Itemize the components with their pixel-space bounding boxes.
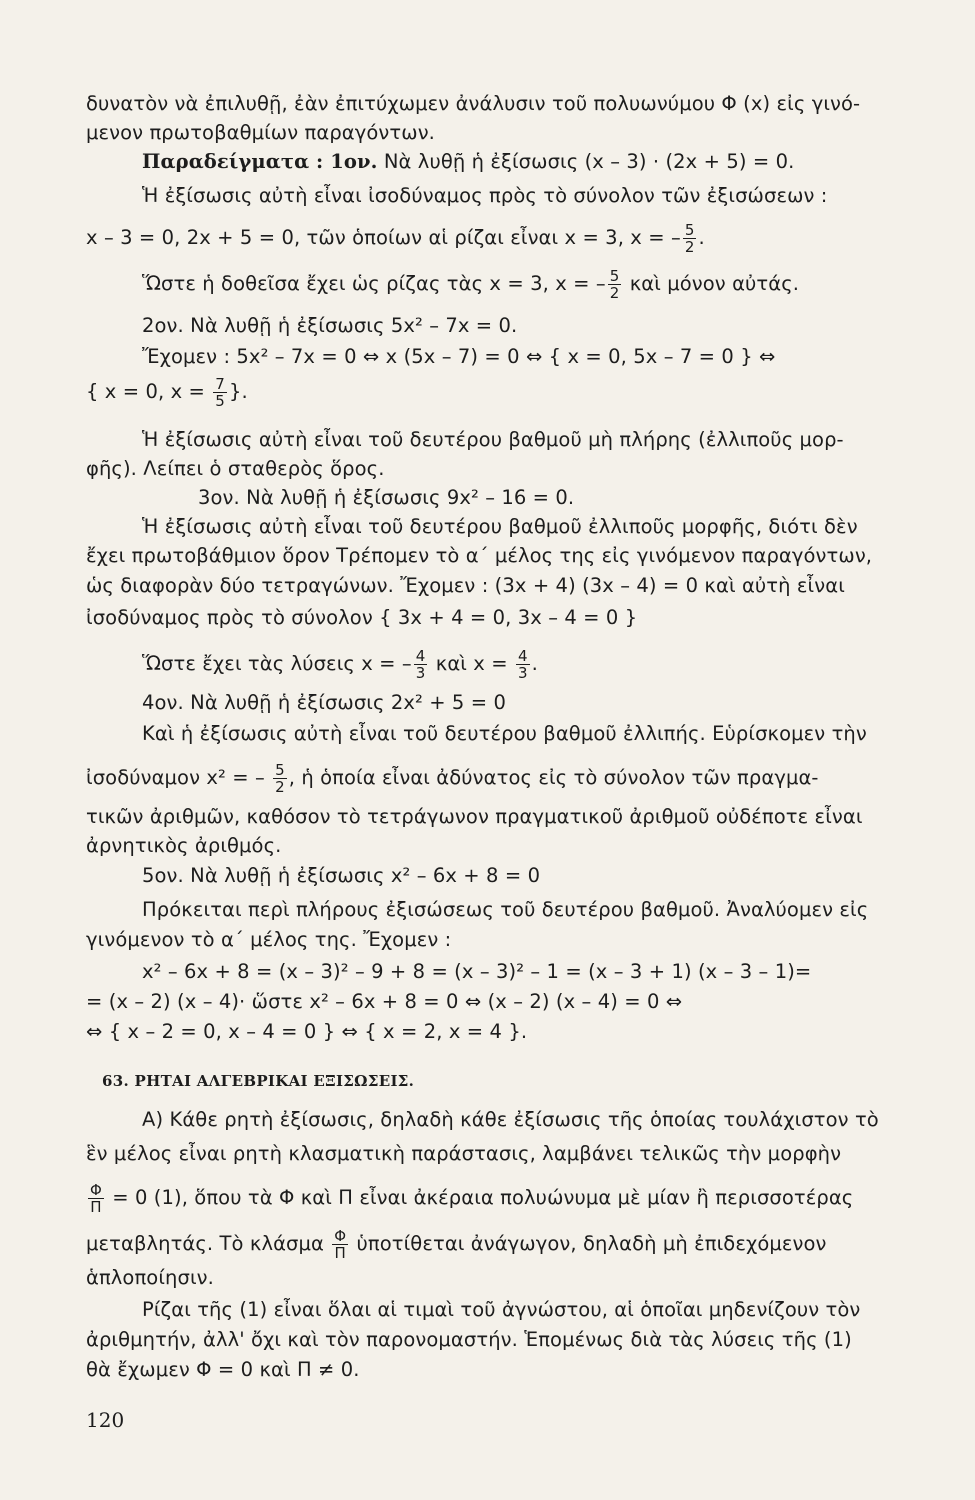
- text-line: 4ον. Νὰ λυθῇ ἡ ἐξίσωσις 2x² + 5 = 0: [142, 691, 506, 714]
- equation-line: Ἔχομεν : 5x² – 7x = 0 ⇔ x (5x – 7) = 0 ⇔ { x = 0, 5x – 7 = 0 } ⇔: [142, 345, 776, 368]
- equation-line: x² – 6x + 8 = (x – 3)² – 9 + 8 = (x – 3)² – 1 = (x – 3 + 1) (x – 3 – 1)=: [142, 960, 812, 983]
- equation-line: Ὥστε ἔχει τὰς λύσεις x = – $\frac{4}{3}$ καὶ x = $\frac{4}{3}$ .: [142, 647, 538, 682]
- equation-line: [86, 376, 248, 409]
- text-line: 5ον. Νὰ λυθῇ ἡ ἐξίσωσις x² – 6x + 8 = 0: [142, 864, 541, 887]
- fraction: $\frac{5}{2}$: [684, 221, 695, 256]
- text-line: Ρίζαι τῆς (1) εἶναι ὅλαι αἱ τιμαὶ τοῦ ἀγνώστου, αἱ ὁποῖαι μηδενίζουν τὸν: [142, 1298, 861, 1321]
- text-segment: x – 3 = 0, 2x + 5 = 0, τῶν ὁποίων αἱ ρίζαι εἶναι x = 3, x = –: [86, 226, 681, 249]
- fraction: $\frac{5}{2}$: [275, 761, 285, 796]
- text-segment: ὑποτίθεται ἀνάγωγον, δηλαδὴ μὴ ἐπιδεχόμενον: [356, 1232, 827, 1255]
- fraction: $\frac{4}{3}$: [517, 647, 528, 682]
- text-line: Ἡ ἐξίσωσις αὐτὴ εἶναι τοῦ δευτέρου βαθμοῦ ἐλλιποῦς μορφῆς, διότι δὲν: [142, 515, 858, 538]
- fraction: $\frac{\Phi}{\Pi}$: [334, 1227, 347, 1262]
- example-row: [142, 150, 794, 174]
- text-line: ἀριθμητήν, ἀλλ' ὄχι καὶ τὸν παρονομαστήν. Ἑπομένως διὰ τὰς λύσεις τῆς (1): [86, 1328, 852, 1351]
- text-segment: = 0 (1), ὅπου τὰ Φ καὶ Π εἶναι ἀκέραια πολυώνυμα μὲ μίαν ἢ περισσοτέρας: [112, 1186, 854, 1209]
- equation-line: = (x – 2) (x – 4)· ὥστε x² – 6x + 8 = 0 ⇔ (x – 2) (x – 4) = 0 ⇔: [86, 990, 683, 1013]
- fraction: $\frac{5}{2}$: [609, 267, 620, 302]
- text-line: 2ον. Νὰ λυθῇ ἡ ἐξίσωσις 5x² – 7x = 0.: [142, 314, 518, 337]
- text-line: ἔχει πρωτοβάθμιον ὅρον Τρέπομεν τὸ α΄ μέλος της εἰς γινόμενον παραγόντων,: [86, 544, 873, 567]
- text-segment: καὶ μόνον αὐτάς.: [629, 272, 800, 295]
- fraction: $\frac{4}{3}$: [415, 647, 426, 682]
- equation-line: x – 3 = 0, 2x + 5 = 0, τῶν ὁποίων αἱ ρίζαι εἶναι x = 3, x = – $\frac{5}{2}$ .: [86, 221, 705, 256]
- fraction: $\frac{7}{5}$: [215, 375, 225, 410]
- text-segment: μεταβλητάς. Τὸ κλάσμα: [86, 1232, 324, 1255]
- text-line: ἰσοδύναμος πρὸς τὸ σύνολον { 3x + 4 = 0, 3x – 4 = 0 }: [86, 606, 638, 629]
- text-line: Πρόκειται περὶ πλήρους ἐξισώσεως τοῦ δευτέρου βαθμοῦ. Ἀναλύομεν εἰς: [142, 898, 869, 921]
- text-line: ἓν μέλος εἶναι ρητὴ κλασματικὴ παράστασις, λαμβάνει τελικῶς τὴν μορφὴν: [86, 1142, 842, 1165]
- text-line: τικῶν ἀριθμῶν, καθόσον τὸ τετράγωνον πραγματικοῦ ἀριθμοῦ οὐδέποτε εἶναι: [86, 805, 863, 828]
- text-segment: }.: [228, 380, 248, 403]
- text-line: θὰ ἔχωμεν Φ = 0 καὶ Π ≠ 0.: [86, 1358, 360, 1381]
- text-line: ὡς διαφορὰν δύο τετραγώνων. Ἔχομεν : (3x + 4) (3x – 4) = 0 καὶ αὐτὴ εἶναι: [86, 574, 845, 597]
- text-segment: Ὥστε ἔχει τὰς λύσεις x = –: [142, 652, 412, 675]
- text-line: 3ον. Νὰ λυθῇ ἡ ἐξίσωσις 9x² – 16 = 0.: [198, 486, 575, 509]
- text-line: δυνατὸν νὰ ἐπιλυθῇ, ἐὰν ἐπιτύχωμεν ἀνάλυσιν τοῦ πολυωνύμου Φ (x) εἰς γινό-: [86, 92, 861, 115]
- equation-line: ⇔ { x – 2 = 0, x – 4 = 0 } ⇔ { x = 2, x = 4 }.: [86, 1020, 528, 1043]
- text-line: Ἡ ἐξίσωσις αὐτὴ εἶναι ἰσοδύναμος πρὸς τὸ σύνολον τῶν ἐξισώσεων :: [142, 184, 828, 207]
- text-line: φῆς). Λείπει ὁ σταθερὸς ὅρος.: [86, 457, 385, 480]
- text-line: μενον πρωτοβαθμίων παραγόντων.: [86, 121, 435, 144]
- page-number: 120: [86, 1408, 125, 1432]
- text-line: γινόμενον τὸ α΄ μέλος της. Ἔχομεν :: [86, 928, 452, 951]
- section-heading: 63. ΡΗΤΑΙ ΑΛΓΕΒΡΙΚΑΙ ΕΞΙΣΩΣΕΙΣ.: [102, 1072, 415, 1090]
- text-line: ἁπλοποίησιν.: [86, 1266, 214, 1289]
- equation-line: [86, 762, 819, 795]
- text-line: Καὶ ἡ ἐξίσωσις αὐτὴ εἶναι τοῦ δευτέρου βαθμοῦ ἐλλιπής. Εὑρίσκομεν τὴν: [142, 722, 867, 745]
- equation-line: [86, 1228, 827, 1261]
- text-segment: Νὰ λυθῇ ἡ ἐξίσωσις (x – 3) · (2x + 5) = 0.: [383, 150, 795, 173]
- text-line: Α) Κάθε ρητὴ ἐξίσωσις, δηλαδὴ κάθε ἐξίσωσις τῆς ὁποίας τουλάχιστον τὸ: [142, 1108, 879, 1131]
- text-line: ἀρνητικὸς ἀριθμός.: [86, 834, 282, 857]
- text-line: Ἡ ἐξίσωσις αὐτὴ εἶναι τοῦ δευτέρου βαθμοῦ μὴ πλήρης (ἐλλιποῦς μορ-: [142, 428, 844, 451]
- fraction: $\frac{\Phi}{\Pi}$: [90, 1181, 102, 1216]
- text-segment: { x = 0, x =: [86, 380, 205, 403]
- equation-line: [142, 268, 799, 301]
- examples-label: Παραδείγματα : 1ον.: [142, 150, 378, 173]
- text-segment: ἰσοδύναμον x² = –: [86, 766, 265, 789]
- equation-line: [86, 1182, 853, 1215]
- text-segment: καὶ x =: [435, 652, 508, 675]
- text-segment: , ἡ ὁποία εἶναι ἀδύνατος εἰς τὸ σύνολον τῶν πραγμα-: [288, 766, 819, 789]
- text-segment: Ὥστε ἡ δοθεῖσα ἔχει ὡς ρίζας τὰς x = 3, x = –: [142, 272, 606, 295]
